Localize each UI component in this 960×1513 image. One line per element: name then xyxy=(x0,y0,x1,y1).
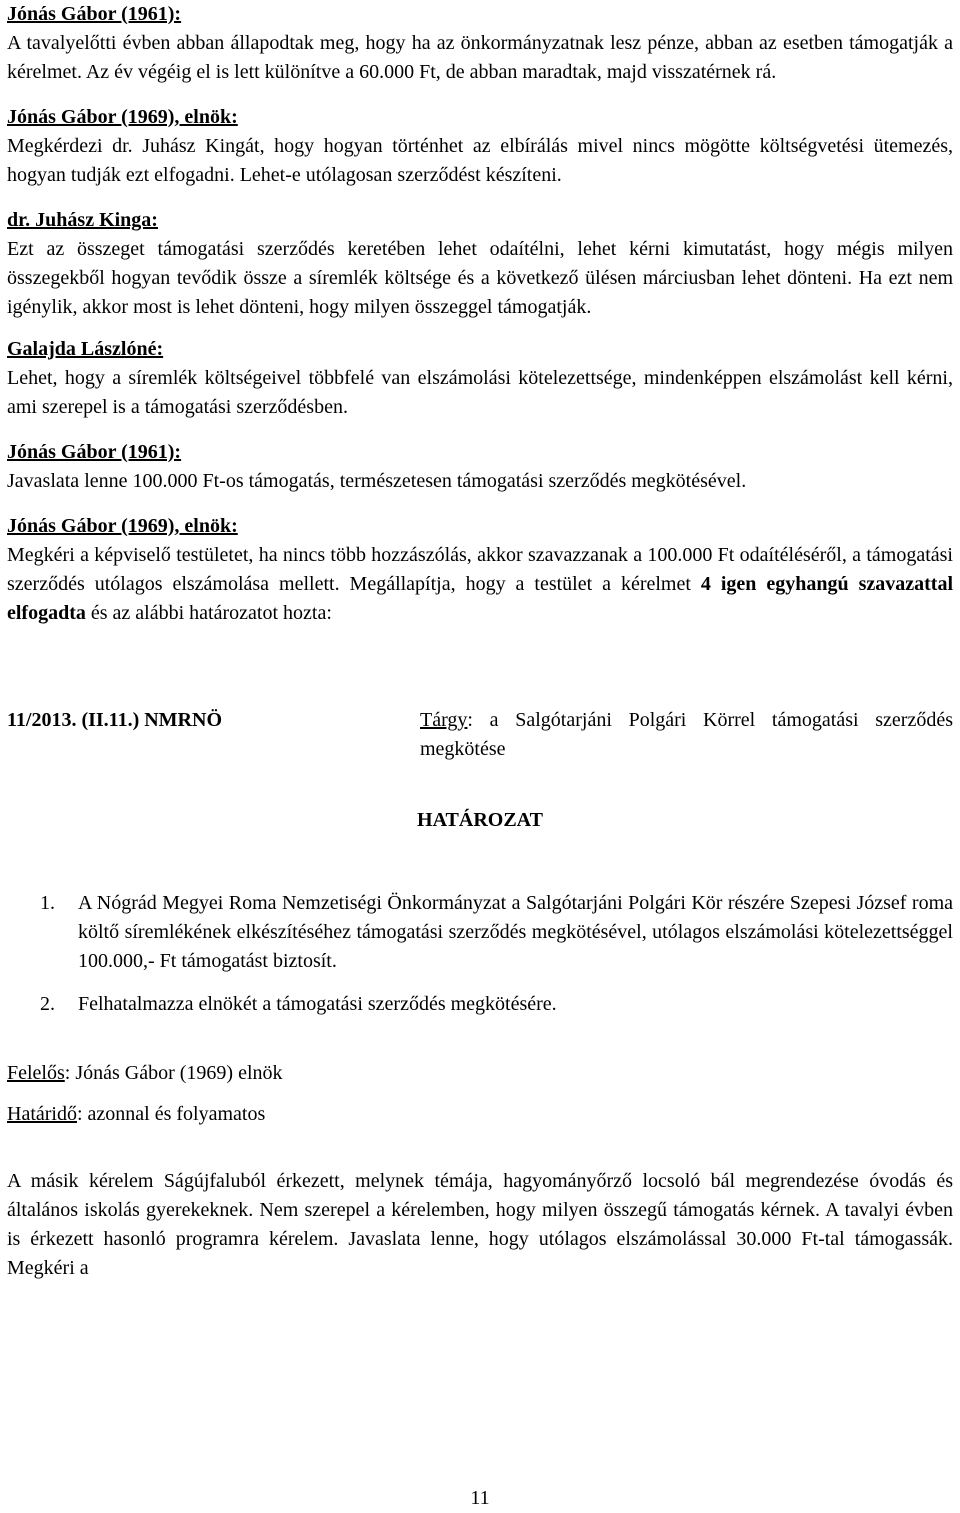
speech-entry xyxy=(7,103,953,190)
speaker-name: Galajda Lászlóné: xyxy=(7,338,164,360)
resolution-number: 11/2013. (II.11.) NMRNÖ xyxy=(7,709,222,731)
speech-text: Lehet, hogy a síremlék költségeivel többfelé van elszámolási kötelezettsége, mindenképpen elszámolást kell kérni, ami szerepel is a támogatási szerződésben. xyxy=(7,367,953,418)
item-text: A Nógrád Megyei Roma Nemzetiségi Önkormányzat a Salgótarjáni Polgári Kör részére Szepesi József roma költő síremlékének elkészítéséhez támogatási szerződés megkötésével, utólagos elszámolási kötelezettséggel 100.000,- Ft támogatást biztosít. xyxy=(78,892,953,972)
chair-text-after: és az alábbi határozatot hozta: xyxy=(85,602,332,624)
speech-entry xyxy=(7,0,953,87)
responsible-line xyxy=(7,1059,953,1088)
resolution-header xyxy=(7,706,953,770)
speaker-name: Jónás Gábor (1969), elnök: xyxy=(7,106,238,128)
chair-text xyxy=(7,541,953,628)
responsible-label: Felelős xyxy=(7,1062,65,1084)
speech-text: Megkérdezi dr. Juhász Kingát, hogy hogyan történhet az elbírálás mivel nincs mögötte költségvetési ütemezés, hogyan tudják ezt elfogadni. Lehet-e utólagosan szerződést készíteni. xyxy=(7,135,953,186)
resolution-items xyxy=(7,889,953,1019)
speech-text: A tavalyelőtti évben abban állapodtak meg, hogy ha az önkormányzatnak lesz pénze, abban az esetben támogatják a kérelmet. Az év végéig el is lett különítve a 60.000 Ft, de abban maradtak, majd visszatérnek rá. xyxy=(7,32,953,83)
vote-result: 4 igen egyhangú szavazattal elfogadta xyxy=(7,573,954,624)
resolution-item xyxy=(7,990,953,1019)
responsible-value: : Jónás Gábor (1969) elnök xyxy=(64,1062,283,1084)
speech-entry xyxy=(7,206,953,322)
resolution-subject xyxy=(420,706,953,764)
closing-paragraph: A másik kérelem Ságújfaluból érkezett, melynek témája, hagyományőrző locsoló bál megrendezése óvodás és általános iskolás gyerekeknek. Nem szerepel a kérelemben, hogy milyen összegű támogatás kérnek. A tavalyi évben is érkezett hasonló programra kérelem. Javaslata lenne, hogy utólagos elszámolással 30.000 Ft-tal támogassák. Megkéri a xyxy=(7,1170,953,1279)
speaker-name: dr. Juhász Kinga: xyxy=(7,209,158,231)
speaker-name: Jónás Gábor (1961): xyxy=(7,3,182,25)
speech-entry xyxy=(7,335,953,422)
resolution-item xyxy=(7,889,953,976)
speech-entry xyxy=(7,438,953,496)
item-text: Felhatalmazza elnökét a támogatási szerződés megkötésére. xyxy=(78,993,557,1015)
speech-text: Ezt az összeget támogatási szerződés keretében lehet odaítélni, lehet kérni kimutatást, hogy mégis milyen összegekből hogyan tevődik össze a síremlék költsége és a következő ülésen márciusban lehet dönteni. Ha ezt nem igénylik, akkor most is lehet dönteni, hogy milyen összeggel támogatják. xyxy=(7,238,953,318)
document-page xyxy=(7,0,953,1283)
subject-text: : a Salgótarjáni Polgári Körrel támogatási szerződés megkötése xyxy=(420,709,953,760)
chair-entry xyxy=(7,512,953,628)
item-number: 2. xyxy=(40,993,55,1015)
deadline-line xyxy=(7,1100,953,1129)
page-number: 11 xyxy=(470,1487,490,1509)
speech-text: Javaslata lenne 100.000 Ft-os támogatás, természetesen támogatási szerződés megkötésével. xyxy=(7,470,747,492)
deadline-value: : azonnal és folyamatos xyxy=(76,1103,266,1125)
speaker-name: Jónás Gábor (1961): xyxy=(7,441,182,463)
resolution-title: HATÁROZAT xyxy=(417,809,543,831)
chair-text-before: Megkéri a képviselő testületet, ha nincs több hozzászólás, akkor szavazzanak a 100.000 Ft odaítéléséről, a támogatási szerződés utólagos elszámolása mellett. Megállapítja, hogy a testület a kérelmet xyxy=(7,544,953,595)
deadline-label: Határidő xyxy=(7,1103,77,1125)
subject-label: Tárgy xyxy=(420,709,468,731)
speaker-name: Jónás Gábor (1969), elnök: xyxy=(7,515,238,537)
item-number: 1. xyxy=(40,892,55,914)
